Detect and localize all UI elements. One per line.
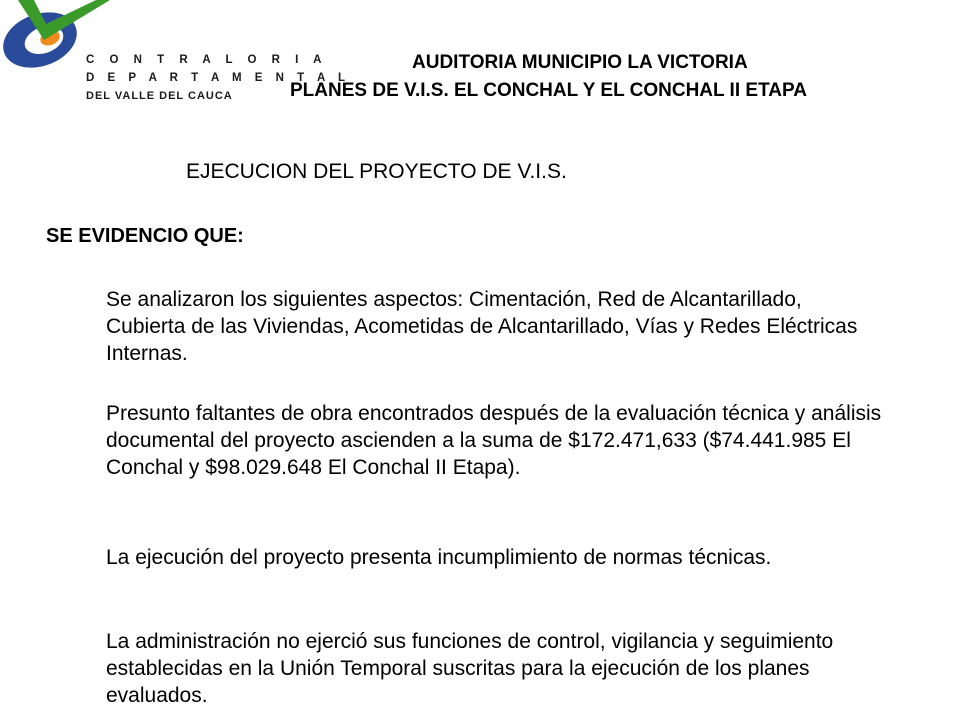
- logo-text-valle: DEL VALLE DEL CAUCA: [86, 90, 233, 102]
- logo-text-departamental: D E P A R T A M E N T A L: [86, 72, 351, 84]
- page-title: EJECUCION DEL PROYECTO DE V.I.S.: [186, 160, 567, 183]
- paragraph-normas: La ejecución del proyecto presenta incumplimiento de normas técnicas.: [106, 546, 772, 569]
- paragraph-administracion: La administración no ejerció sus funciones de control, vigilancia y seguimiento establecidas en la Unión Temporal suscritas para la ejecución de los planes evaluados.: [106, 630, 834, 707]
- header-line-2: PLANES DE V.I.S. EL CONCHAL Y EL CONCHAL II ETAPA: [290, 80, 807, 101]
- header-line-1: AUDITORIA MUNICIPIO LA VICTORIA: [412, 52, 748, 73]
- contraloria-logo: [0, 0, 351, 110]
- paragraph-faltantes: Presunto faltantes de obra encontrados después de la evaluación técnica y análisis documental del proyecto ascienden a la suma de $172.471,633 ($74.441.985 El Conchal y $98.029.648 El Conchal II Etapa).: [106, 402, 882, 479]
- logo-text-contraloria: C O N T R A L O R I A: [86, 54, 328, 66]
- section-subtitle: SE EVIDENCIO QUE:: [46, 225, 244, 247]
- paragraph-aspectos: Se analizaron los siguientes aspectos: Cimentación, Red de Alcantarillado, Cubierta de las Viviendas, Acometidas de Alcantarillado, Vías y Redes Eléctricas Internas.: [106, 288, 858, 365]
